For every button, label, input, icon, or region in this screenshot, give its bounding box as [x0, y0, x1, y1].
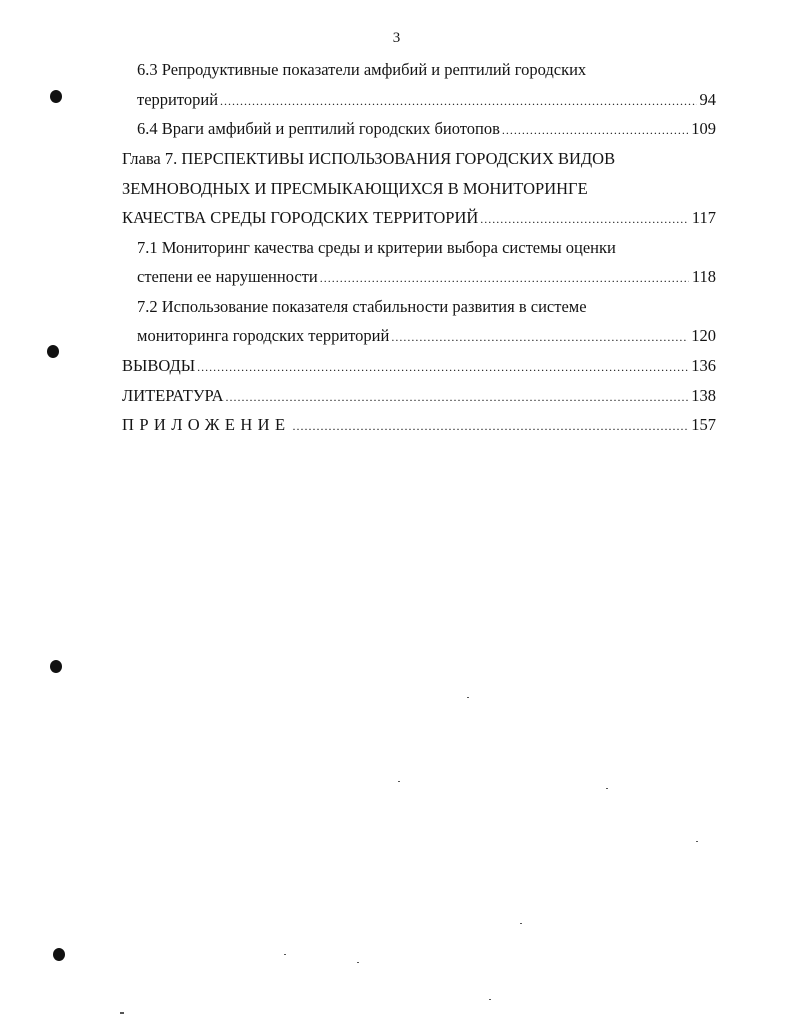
toc-entry-7-2-title-cont: мониторинга городских территорий: [137, 326, 390, 345]
scan-speck: [284, 954, 286, 955]
scan-speck: [120, 1012, 124, 1014]
toc-entry-6-4-page: 109: [691, 119, 716, 138]
scan-speck: [520, 923, 522, 924]
dot-leader: [220, 89, 696, 113]
toc-literature-page: 138: [691, 386, 716, 405]
dot-leader: [197, 355, 688, 379]
toc-entry-6-3: [137, 88, 716, 112]
scan-speck: [696, 841, 698, 842]
toc-conclusions-page: 136: [691, 356, 716, 375]
toc-appendix-title: ПРИЛОЖЕНИЕ: [122, 415, 291, 434]
scan-speck: [489, 999, 491, 1000]
scan-speck: [357, 962, 359, 963]
toc-entry-6-3-title-cont: территорий: [137, 90, 219, 109]
toc-entry-7-1-page: 118: [691, 267, 716, 286]
toc-entry-6-3-title: 6.3 Репродуктивные показатели амфибий и рептилий городских: [137, 60, 587, 79]
toc-literature: [122, 384, 716, 408]
scan-speck: [467, 697, 469, 698]
dot-leader: [226, 385, 689, 409]
toc-literature-title: ЛИТЕРАТУРА: [122, 386, 224, 405]
toc-entry-6-3-page: 94: [699, 90, 716, 109]
binder-hole-mark: [47, 345, 59, 358]
toc-entry-7-2-page: 120: [691, 326, 716, 345]
page-number: 3: [392, 30, 401, 46]
toc-chapter-7-title-cont: ЗЕМНОВОДНЫХ И ПРЕСМЫКАЮЩИХСЯ В МОНИТОРИНГЕ: [122, 179, 588, 198]
toc-chapter-7-title-end: КАЧЕСТВА СРЕДЫ ГОРОДСКИХ ТЕРРИТОРИЙ: [122, 208, 479, 227]
dot-leader: [320, 266, 689, 290]
toc-entry-7-1: [137, 265, 716, 289]
dot-leader: [480, 207, 689, 231]
toc-entry-7-2-title: 7.2 Использование показателя стабильности развития в системе: [137, 297, 587, 316]
dot-leader: [502, 118, 688, 142]
toc-entry-6-4: [137, 117, 716, 141]
binder-hole-mark: [53, 948, 65, 961]
binder-hole-mark: [50, 90, 62, 103]
toc-entry-7-2: [137, 324, 716, 348]
toc-entry-7-1-title: 7.1 Мониторинг качества среды и критерии выбора системы оценки: [137, 238, 616, 257]
toc-conclusions: [122, 354, 716, 378]
toc-chapter-7-title: Глава 7. ПЕРСПЕКТИВЫ ИСПОЛЬЗОВАНИЯ ГОРОДСКИХ ВИДОВ: [122, 149, 616, 168]
binder-hole-mark: [50, 660, 62, 673]
scan-speck: [398, 781, 400, 782]
scan-speck: [606, 788, 608, 789]
dot-leader: [391, 325, 688, 349]
toc-entry-6-4-title: 6.4 Враги амфибий и рептилий городских биотопов: [137, 119, 500, 138]
toc-chapter-7: [122, 206, 716, 230]
toc-appendix: [122, 413, 716, 437]
toc-conclusions-title: ВЫВОДЫ: [122, 356, 196, 375]
toc-chapter-7-page: 117: [691, 208, 716, 227]
dot-leader: [292, 414, 688, 438]
toc-entry-7-1-title-cont: степени ее нарушенности: [137, 267, 318, 286]
toc-appendix-page: 157: [691, 415, 716, 434]
